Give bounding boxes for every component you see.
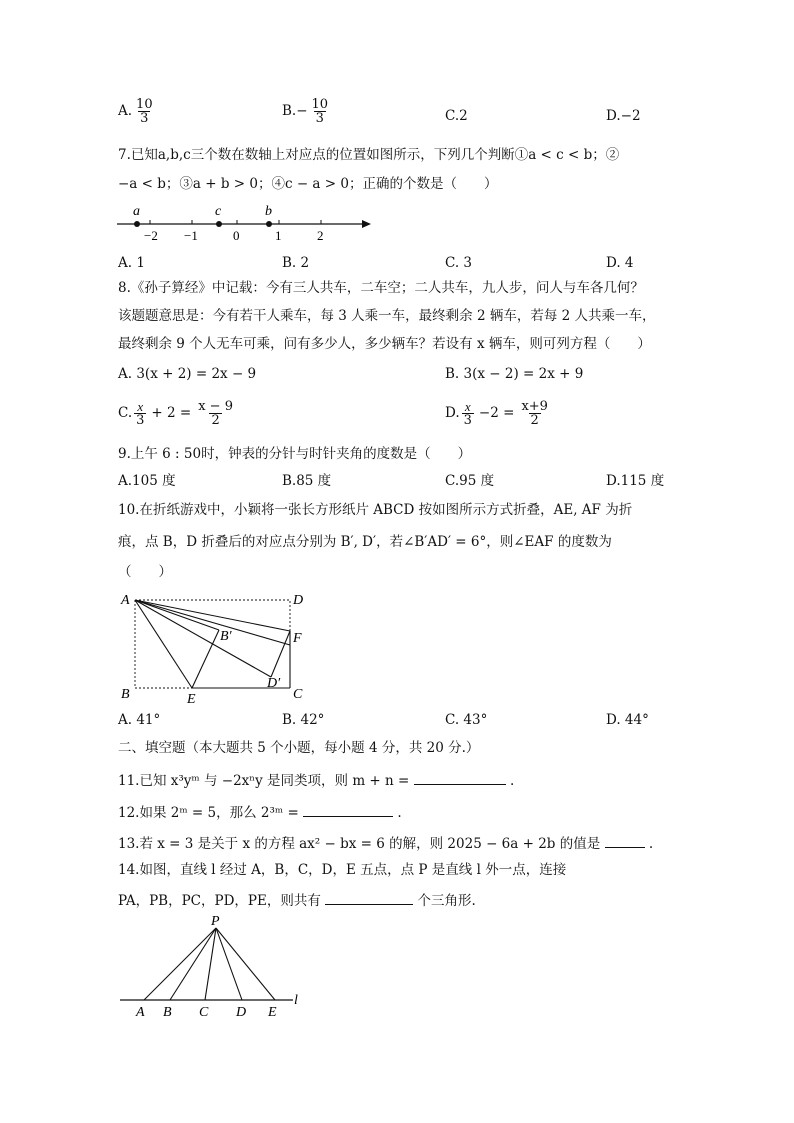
label-c: C [199, 1005, 209, 1020]
segment-pd [216, 928, 242, 1000]
q14-stem-line2 [118, 892, 476, 909]
answer-blank[interactable] [605, 835, 645, 848]
q6-option-c: C.2 [445, 108, 468, 124]
label-l: l [294, 993, 298, 1008]
option-label: D. [445, 404, 460, 421]
tick-label: 1 [275, 228, 282, 243]
folding-figure [115, 588, 315, 706]
q7-option-c: C. 3 [445, 255, 473, 271]
axis-arrow [362, 220, 371, 228]
fraction [310, 98, 331, 125]
q10-option-b: B. 42° [282, 712, 325, 728]
segment-pb [170, 928, 216, 1000]
fraction [134, 98, 155, 125]
label-p: P [211, 914, 220, 929]
numerator: 10 [136, 97, 153, 112]
answer-blank[interactable] [325, 892, 413, 905]
denominator: 3 [140, 111, 149, 126]
option-label: B.− [282, 102, 308, 119]
fraction [519, 400, 550, 427]
q8-option-c [118, 400, 237, 427]
q13-text: 13.若 x = 3 是关于 x 的方程 ax² − bx = 6 的解，则 2025 − 6a + 2b 的值是 [118, 836, 601, 852]
q10-option-d: D. 44° [606, 712, 649, 728]
q14-stem-line1: 14.如图，直线 l 经过 A，B，C，D，E 五点，点 P 是直线 l 外一点，连接 [118, 862, 567, 878]
q6-option-b [282, 98, 332, 125]
q12-stem [118, 804, 402, 821]
point-a [134, 221, 140, 227]
q9-option-a: A.105 度 [118, 473, 176, 489]
option-label: C. [118, 404, 133, 421]
denominator: 3 [136, 413, 145, 428]
q9-stem: 9.上午 6 : 50时，钟表的分针与时针夹角的度数是（ ） [118, 446, 472, 462]
q6-option-a [118, 98, 157, 125]
option-label: A. [118, 102, 133, 119]
q8-option-a: A. 3(x + 2) = 2x − 9 [118, 366, 257, 382]
label-d-prime: D′ [267, 676, 281, 691]
q13-stem [118, 835, 653, 852]
numerator: x [464, 399, 471, 414]
q12-end-punct: . [397, 805, 402, 821]
fold-edge-ad [135, 600, 290, 631]
q14-text: PA，PB，PC，PD，PE，则共有 [118, 893, 321, 909]
q8-stem-line2: 该题题意思是：今有若干人乘车，每 3 人乘一车，最终剩余 2 辆车，若每 2 人共乘一车， [118, 308, 656, 324]
q10-stem-line2: 痕，点 B，D 折叠后的对应点分别为 B′, D′，若∠B′AD′ = 6°，则∠EAF 的度数为 [118, 534, 612, 550]
section-title-fill-in: 二、填空题（本大题共 5 个小题，每小题 4 分，共 20 分.） [118, 740, 480, 756]
q13-end-punct: . [648, 836, 654, 852]
q9-option-c: C.95 度 [445, 473, 495, 489]
label-d: D [293, 593, 304, 608]
fraction [462, 400, 474, 427]
answer-blank[interactable] [303, 804, 393, 817]
numerator: x+9 [521, 399, 548, 414]
q11-text: 11.已知 x³yᵐ 与 −2xⁿy 是同类项，则 m + n = [118, 773, 410, 789]
denominator: 2 [530, 413, 539, 428]
q11-end-punct: . [509, 773, 515, 789]
denominator: 3 [463, 413, 472, 428]
q10-option-a: A. 41° [118, 712, 161, 728]
operator-text: −2 = [478, 404, 515, 421]
line-triangles-figure [115, 912, 315, 1022]
label-d: D [236, 1005, 247, 1020]
q11-stem [118, 772, 514, 789]
operator-text: + 2 = [151, 404, 192, 421]
answer-blank[interactable] [414, 772, 506, 785]
label-e: E [268, 1005, 277, 1020]
numerator: x [137, 399, 144, 414]
q10-stem-line3: （ ） [118, 564, 172, 580]
q7-option-a: A. 1 [118, 255, 145, 271]
tick-label: −2 [144, 228, 158, 243]
q10-option-c: C. 43° [445, 712, 488, 728]
point-c [216, 221, 222, 227]
q8-stem-line1: 8.《孙子算经》中记载：今有三人共车，二车空；二人共车，九人步，问人与车各几何？ [118, 280, 644, 296]
tick-label: −1 [184, 228, 198, 243]
q7-option-d: D. 4 [606, 255, 634, 271]
q10-stem-line1: 10.在折纸游戏中，小颖将一张长方形纸片 ABCD 按如图所示方式折叠，AE, AF 为折 [118, 502, 633, 518]
crease-af [135, 600, 290, 645]
point-b [266, 221, 272, 227]
segment-pa [144, 928, 216, 1000]
q9-option-b: B.85 度 [282, 473, 332, 489]
label-a: A [121, 593, 130, 608]
label-c: C [293, 687, 303, 702]
point-label: a [133, 204, 140, 219]
fraction [196, 400, 235, 427]
label-e: E [187, 692, 196, 706]
segment-pc [205, 928, 216, 1000]
q12-text: 12.如果 2ᵐ = 5，那么 2³ᵐ = [118, 805, 299, 821]
denominator: 3 [315, 111, 324, 126]
q8-option-d [445, 400, 552, 427]
q7-stem-line1: 7.已知a,b,c三个数在数轴上对应点的位置如图所示，下列几个判断①a < c < b；② [118, 147, 620, 163]
numerator: 10 [311, 97, 329, 112]
tick-label: 2 [317, 228, 324, 243]
denominator: 2 [211, 413, 220, 428]
q6-option-d: D.−2 [606, 108, 641, 124]
point-label: b [265, 204, 272, 219]
q7-stem-line2: −a < b；③a + b > 0；④c − a > 0；正确的个数是（ ） [118, 176, 498, 192]
q14-text-end: 个三角形. [417, 893, 476, 909]
label-b: B [121, 687, 130, 702]
q7-option-b: B. 2 [282, 255, 310, 271]
crease-ae [135, 600, 192, 688]
tick-label: 0 [233, 228, 240, 243]
q8-option-b: B. 3(x − 2) = 2x + 9 [445, 366, 584, 382]
q9-option-d: D.115 度 [606, 473, 665, 489]
q8-stem-line3: 最终剩余 9 个人无车可乘，问有多少人，多少辆车？若设有 x 辆车，则可列方程（ ） [118, 336, 651, 352]
label-b-prime: B′ [220, 629, 232, 644]
label-b: B [163, 1005, 172, 1020]
number-line-figure [115, 200, 375, 245]
label-a: A [136, 1005, 145, 1020]
label-f: F [293, 631, 302, 646]
segment-pe [216, 928, 275, 1000]
numerator: x − 9 [198, 399, 233, 414]
point-label: c [215, 204, 222, 219]
fraction [134, 400, 146, 427]
